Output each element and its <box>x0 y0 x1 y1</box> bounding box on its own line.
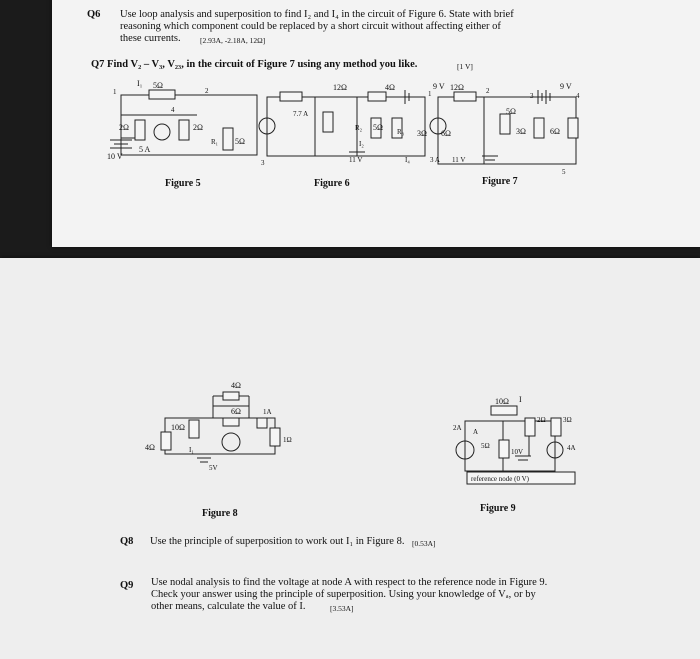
figure-9-caption: Figure 9 <box>480 503 516 514</box>
resistor <box>491 406 517 415</box>
fig7-label: 5 <box>562 168 566 176</box>
fig8-label: 10Ω <box>171 423 185 432</box>
fig7-label: 1 <box>428 90 432 98</box>
q6-answer: [2.93A, -2.18A, 12Ω] <box>200 36 266 45</box>
resistor <box>568 118 578 138</box>
q8-text: Use the principle of superposition to work out I₁ in Figure 8. <box>150 536 405 547</box>
fig9-label: 10Ω <box>495 397 509 406</box>
fig7-label: 12Ω <box>450 83 464 92</box>
fig8-label: 4Ω <box>145 443 155 452</box>
q9-line3: other means, calculate the value of I. <box>151 601 306 612</box>
fig5-label: 3 <box>261 159 265 167</box>
figure-8-diagram <box>145 380 295 475</box>
fig6-label: 3Ω <box>417 129 427 138</box>
resistor <box>223 392 239 400</box>
fig8-label: I₁ <box>189 446 194 454</box>
fig9-label: 3Ω <box>563 416 572 424</box>
resistor <box>135 120 145 140</box>
fig6-label: 6Ω <box>441 129 451 138</box>
resistor <box>323 112 333 132</box>
fig9-label: 10V <box>511 448 524 456</box>
q9-answer: [3.53A] <box>330 604 354 613</box>
resistor <box>223 128 233 150</box>
fig5-label: 5Ω <box>235 137 245 146</box>
fig8-label: 4Ω <box>231 381 241 390</box>
current-source-icon <box>222 433 240 451</box>
fig9-label: 2A <box>453 424 462 432</box>
fig6-label: 7.7 A <box>293 110 309 118</box>
fig6-label: 12Ω <box>333 83 347 92</box>
q6-line2: reasoning which component could be replaced by a short circuit without affecting either of <box>120 21 501 32</box>
resistor <box>223 418 239 426</box>
fig8-label: 6Ω <box>231 407 241 416</box>
resistor <box>551 418 561 436</box>
figure-6-caption: Figure 6 <box>314 178 350 189</box>
battery-icon <box>197 458 211 462</box>
resistor <box>149 90 175 99</box>
fig5-label: R₁ <box>211 138 219 146</box>
fig8-label: 1A <box>263 408 272 416</box>
fig6-label: 9 V <box>433 82 445 91</box>
fig6-label: I₄ <box>405 156 410 164</box>
bottom-page <box>0 258 700 659</box>
fig8-label: 5V <box>209 464 218 472</box>
q8-answer: [0.53A] <box>412 539 436 548</box>
resistor <box>499 440 509 458</box>
q7-answer: [1 V] <box>457 62 473 71</box>
resistor <box>525 418 535 436</box>
resistor <box>270 428 280 446</box>
q9-line1: Use nodal analysis to find the voltage at node A with respect to the reference node in Figure 9. <box>151 577 548 588</box>
fig5-label: I₁ <box>137 79 143 88</box>
fig9-label: I <box>519 395 522 404</box>
resistor <box>179 120 189 140</box>
fig6-label: 4Ω <box>385 83 395 92</box>
fig5-label: 2Ω <box>193 123 203 132</box>
q9-line2: Check your answer using the principle of superposition. Using your knowledge of Vₐ, or by <box>151 589 536 600</box>
fig9-label: 5Ω <box>481 442 490 450</box>
battery-icon <box>515 456 531 460</box>
top-page <box>52 0 700 247</box>
resistor <box>189 420 199 438</box>
fig7-label: 3 <box>530 92 534 100</box>
fig7-label: 6Ω <box>550 127 560 136</box>
resistor <box>257 418 267 428</box>
fig7-label: 9 V <box>560 82 572 91</box>
q7-text: Q7 Find V₂ – V₃, V₂₃, in the circuit of Figure 7 using any method you like. <box>91 59 418 70</box>
fig6-label: I₂ <box>359 140 364 148</box>
q6-line3: these currents. <box>120 33 181 44</box>
fig5-label: 5Ω <box>153 81 163 90</box>
figure-9-diagram <box>445 396 580 486</box>
q9-number: Q9 <box>120 580 134 591</box>
fig8-label: 1Ω <box>283 436 292 444</box>
resistor <box>280 92 302 101</box>
fig5-label: 2 <box>205 87 209 95</box>
q6-number: Q6 <box>87 9 101 20</box>
fig7-label: 11 V <box>452 156 466 164</box>
resistor <box>368 92 386 101</box>
figure-8-caption: Figure 8 <box>202 508 238 519</box>
fig7-label: 3 A <box>430 156 440 164</box>
fig6-label: R₃ <box>397 128 405 136</box>
fig7-label: 3Ω <box>516 127 526 136</box>
fig5-label: 4 <box>171 106 175 114</box>
fig7-label: 5Ω <box>506 107 516 116</box>
q8-number: Q8 <box>120 536 134 547</box>
fig6-label: 5Ω <box>373 123 383 132</box>
fig9-label: A <box>473 428 479 436</box>
fig5-label: 5 A <box>139 145 151 154</box>
fig6-label: 11 V <box>349 156 363 164</box>
fig9-label: 4A <box>567 444 576 452</box>
q6-line1: Use loop analysis and superposition to find I₂ and I₄ in the circuit of Figure 6. State with brief <box>120 9 514 20</box>
figure-5-caption: Figure 5 <box>165 178 201 189</box>
fig7-label: 4 <box>576 92 580 100</box>
fig6-label: R₂ <box>355 124 363 132</box>
resistor <box>161 432 171 450</box>
fig5-label: 2Ω <box>119 123 129 132</box>
fig5-label: 10 V <box>107 152 123 161</box>
fig9-label: 2Ω <box>537 416 546 424</box>
current-source-icon <box>154 124 170 140</box>
figure-5-diagram <box>107 80 277 175</box>
figure-7-caption: Figure 7 <box>482 176 518 187</box>
reference-node-label: reference node (0 V) <box>471 475 529 483</box>
resistor <box>454 92 476 101</box>
figure-7-diagram <box>426 84 586 174</box>
fig5-label: 1 <box>113 88 117 96</box>
fig7-label: 2 <box>486 87 490 95</box>
resistor <box>500 114 510 134</box>
resistor <box>534 118 544 138</box>
